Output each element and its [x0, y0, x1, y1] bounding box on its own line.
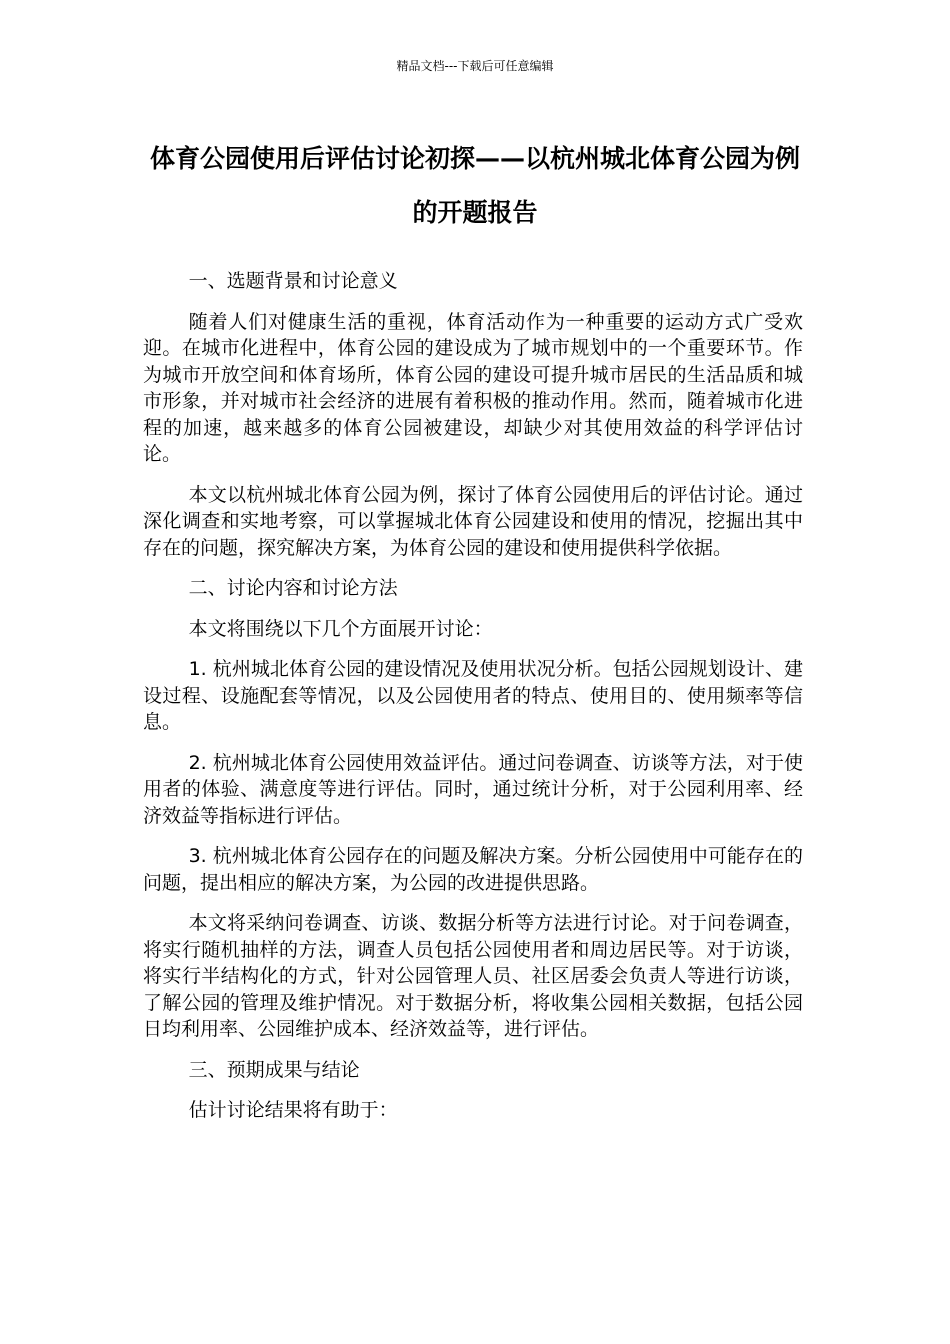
paragraph-background: 随着人们对健康生活的重视，体育活动作为一种重要的运动方式广受欢迎。在城市化进程中，体育公园的建设成为了城市规划中的一个重要环节。作为城市开放空间和体育场所，体育公园的建设可提升城市居民的生活品质和城市形象，并对城市社会经济的进展有着积极的推动作用。然而，随着城市化进程的加速，越来越多的体育公园被建设，却缺少对其使用效益的科学评估讨论。	[143, 310, 803, 465]
header-note: 精品文档---下载后可任意编辑	[396, 59, 554, 73]
list-item-1: 1. 杭州城北体育公园的建设情况及使用状况分析。包括公园规划设计、建设过程、设施配套等情况，以及公园使用者的特点、使用目的、使用频率等信息。	[143, 658, 803, 733]
list-item-2: 2. 杭州城北体育公园使用效益评估。通过问卷调查、访谈等方法，对于使用者的体验、满意度等进行评估。同时，通过统计分析，对于公园利用率、经济效益等指标进行评估。	[143, 751, 803, 827]
paragraph-methods: 本文将采纳问卷调查、访谈、数据分析等方法进行讨论。对于问卷调查，将实行随机抽样的方法，调查人员包括公园使用者和周边居民等。对于访谈，将实行半结构化的方式，针对公园管理人员、社区居委会负责人等进行访谈，了解公园的管理及维护情况。对于数据分析，将收集公园相关数据，包括公园日均利用率、公园维护成本、经济效益等，进行评估。	[143, 912, 803, 1040]
paragraph-intro-aspects: 本文将围绕以下几个方面展开讨论：	[188, 617, 493, 640]
list-item-3: 3. 杭州城北体育公园存在的问题及解决方案。分析公园使用中可能存在的问题，提出相应的解决方案，为公园的改进提供思路。	[143, 845, 803, 894]
section-heading-background: 一、选题背景和讨论意义	[188, 270, 398, 292]
document-body	[143, 268, 803, 1138]
document-title: 体育公园使用后评估讨论初探——以杭州城北体育公园为例的开题报告	[149, 144, 800, 227]
paragraph-case-study: 本文以杭州城北体育公园为例，探讨了体育公园使用后的评估讨论。通过深化调查和实地考察，可以掌握城北体育公园建设和使用的情况，挖掘出其中存在的问题，探究解决方案，为体育公园的建设和使用提供科学依据。	[143, 483, 803, 559]
paragraph-expected-intro: 估计讨论结果将有助于：	[188, 1099, 398, 1121]
section-heading-content-methods: 二、讨论内容和讨论方法	[188, 577, 398, 599]
section-heading-expected-results: 三、预期成果与结论	[188, 1058, 360, 1081]
